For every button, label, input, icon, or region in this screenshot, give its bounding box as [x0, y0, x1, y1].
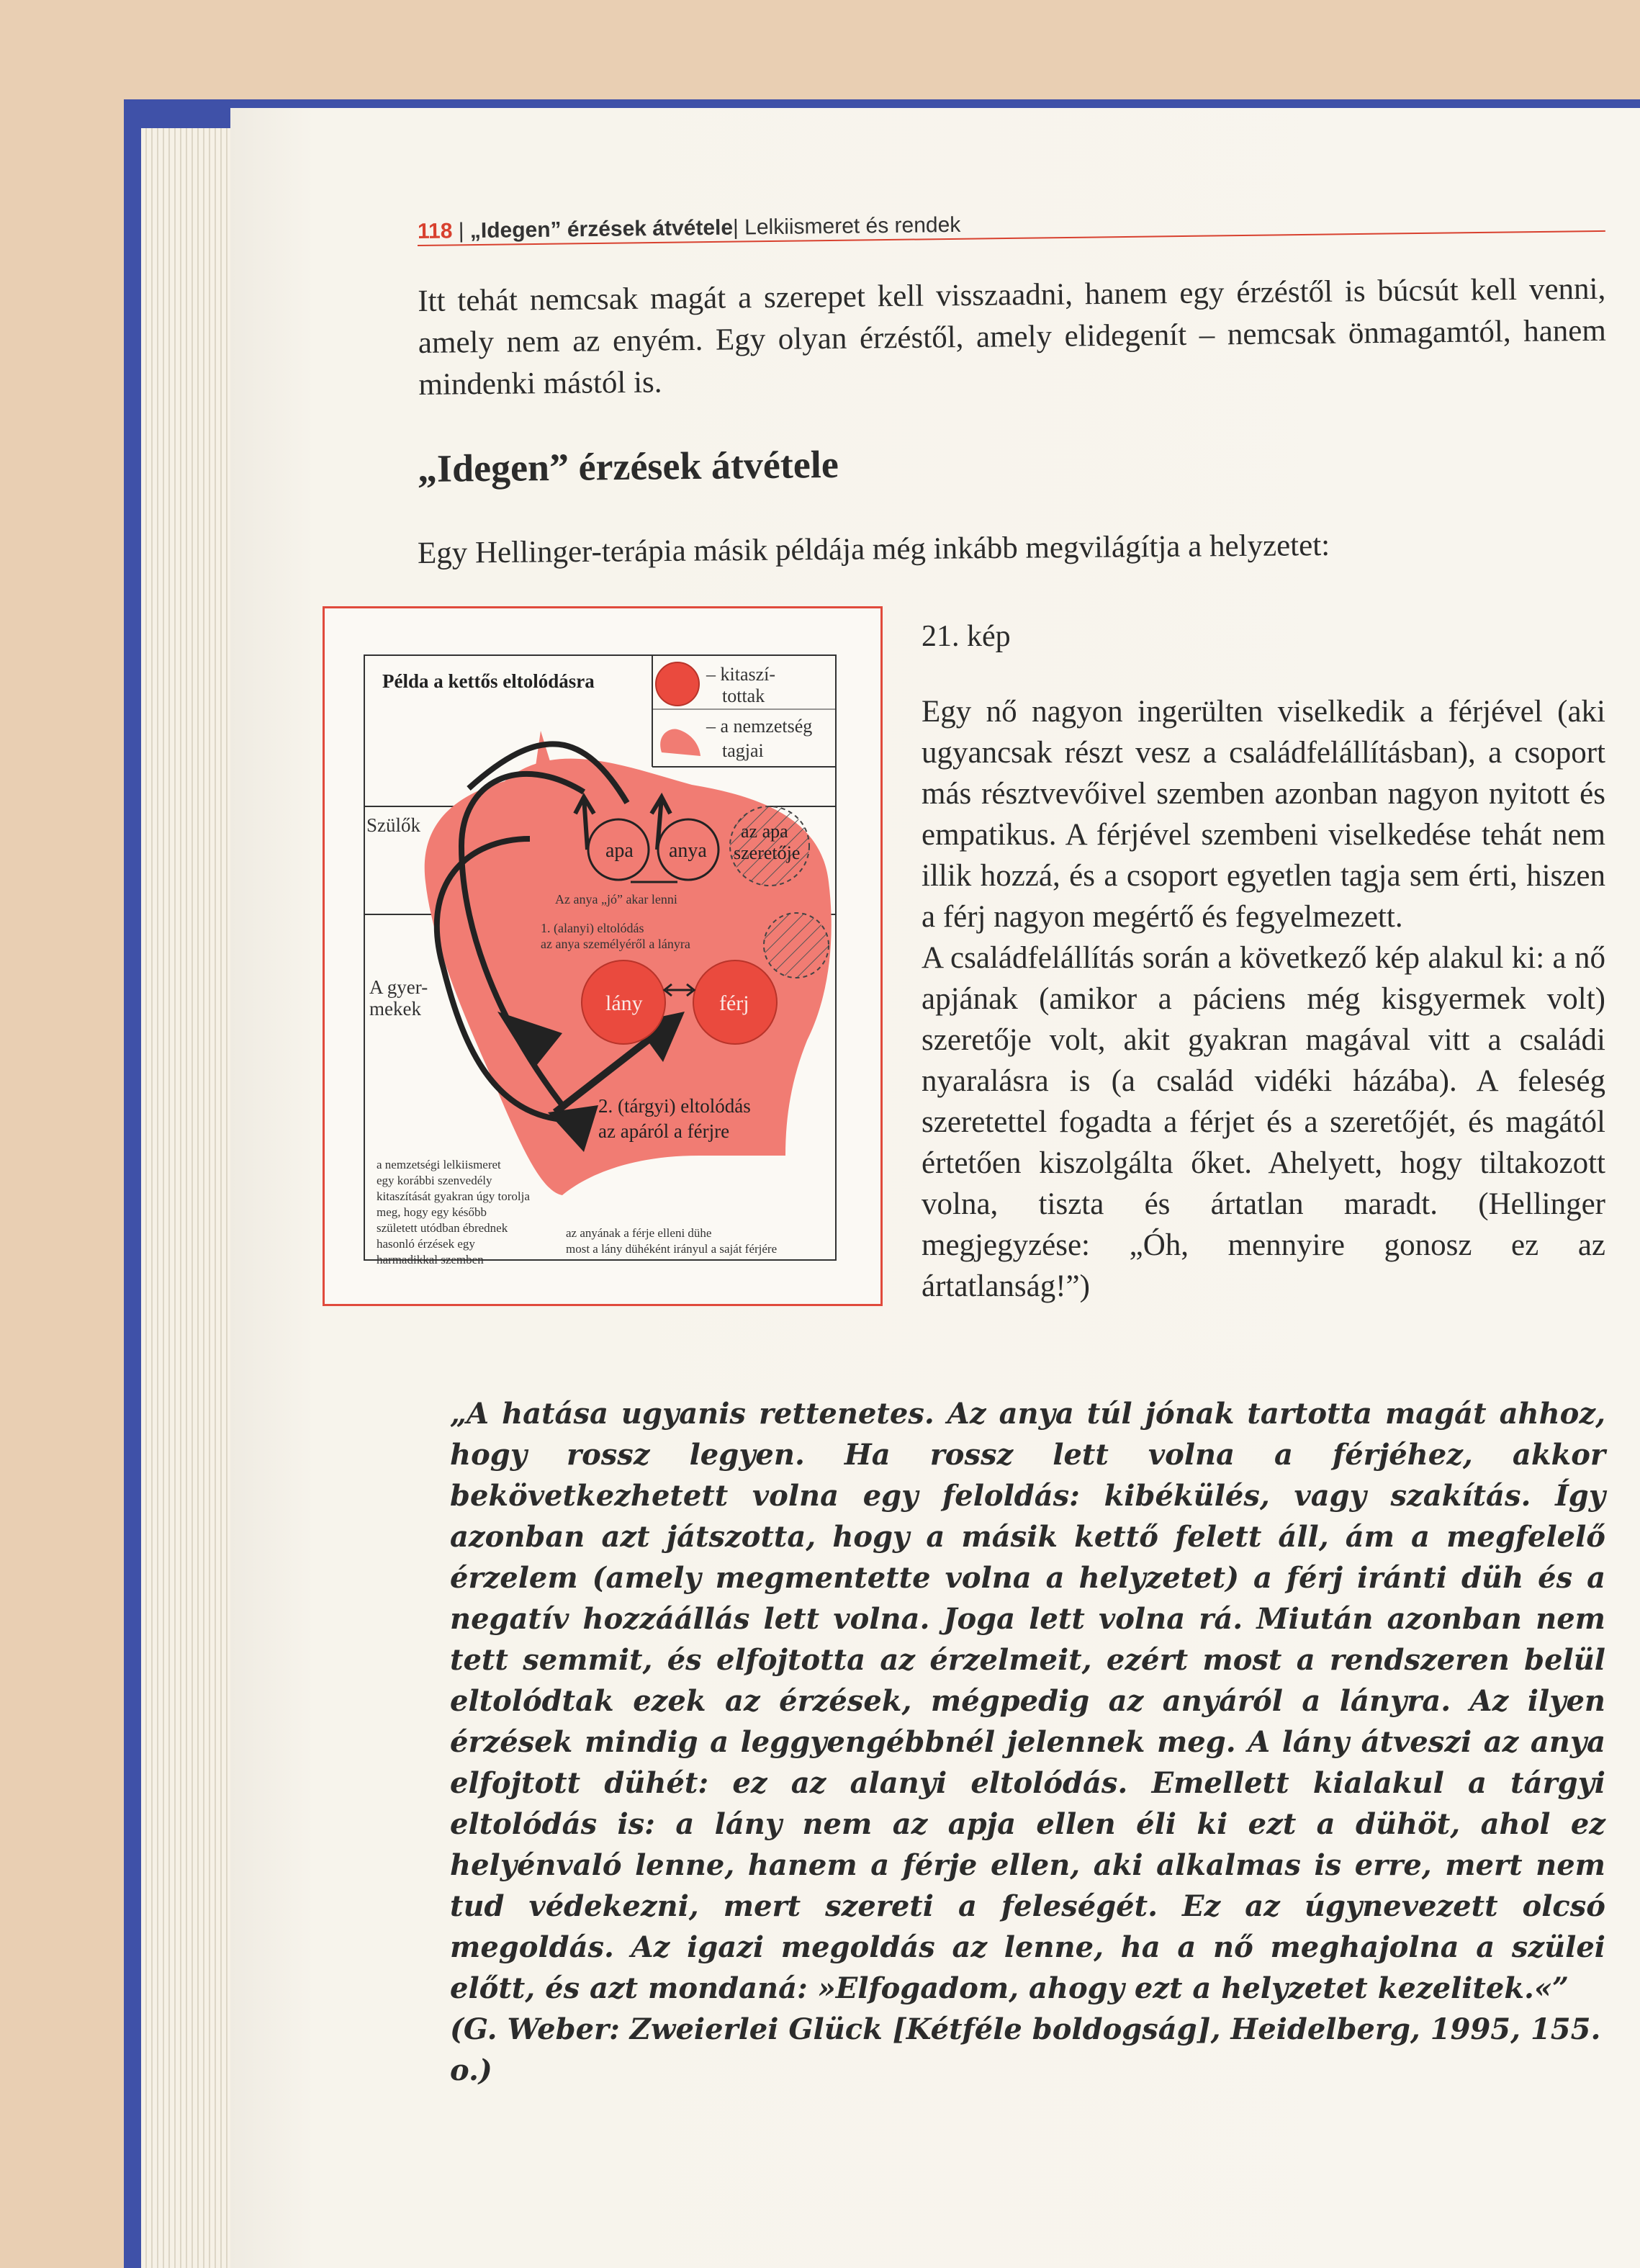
body-text [922, 691, 1605, 1307]
lover-label-l2: szeretője [734, 842, 801, 863]
legend-excluded-icon [656, 662, 699, 706]
legend-members-l1: – a nemzetség [706, 716, 813, 737]
row-label-children-l1: A gyer- [369, 976, 428, 998]
note-shift2-l1: 2. (tárgyi) eltolódás [598, 1095, 751, 1117]
excluded-hatched-circle [764, 913, 829, 978]
conscience-note-line: meg, hogy egy később [377, 1205, 487, 1219]
section-title: „Idegen” érzések átvétele [417, 442, 839, 490]
figure-frame [323, 606, 883, 1306]
husband-label: férj [719, 991, 749, 1015]
body-paragraph-1: Egy nő nagyon ingerülten viselkedik a férjével (aki ugyancsak részt vesz a családfelállításban), a csoport más résztvevőivel szemben azonban nagyon nyitott és empatikus. A férjével szembeni viselkedése tehát nem illik hozzá, és a csoport egyetlen tagja sem érti, hiszen a férj nagyon megértő és fegyelmezett. [922, 695, 1605, 934]
lover-label-l1: az apa [741, 821, 788, 842]
block-quote [450, 1393, 1605, 2091]
conscience-note-line: a nemzetségi lelkiismeret [377, 1158, 501, 1171]
page-number: 118 [417, 219, 453, 243]
conscience-note-line: kitaszítását gyakran úgy torolja [377, 1189, 530, 1203]
header-chapter: Lelkiismeret és rendek [744, 212, 961, 240]
daughter-label: lány [605, 991, 643, 1015]
legend-members-icon [660, 729, 700, 756]
figure-title: Példa a kettős eltolódásra [382, 670, 595, 692]
header-section: „Idegen” érzések átvétele [469, 215, 734, 243]
conscience-note-line: egy korábbi szenvedély [377, 1174, 492, 1187]
lead-sentence: Egy Hellinger-terápia másik példája még inkább megvilágítja a helyzetet: [417, 528, 1330, 570]
quote-source: (G. Weber: Zweierlei Glück [Kétféle boldogság], Heidelberg, 1995, 155. o.) [450, 2012, 1601, 2087]
conscience-notes [377, 1158, 530, 1266]
header-separator: | [458, 219, 464, 243]
mother-label: anya [669, 840, 707, 862]
note-anger-l2: most a lány dühéként irányul a saját férjére [566, 1242, 778, 1256]
intro-paragraph: Itt tehát nemcsak magát a szerepet kell visszaadni, hanem egy érzéstől is búcsút kell venni, amely nem az enyém. Egy olyan érzéstől, amely elidegenít – nemcsak önmagamtól, hanem mindenki mástól is. [418, 271, 1607, 402]
note-shift1-l2: az anya személyéről a lányra [541, 937, 690, 951]
father-label: apa [605, 840, 634, 862]
conscience-note-line: harmadikkal szemben [377, 1253, 484, 1266]
conscience-note-line: hasonló érzések egy [377, 1237, 475, 1251]
note-shift1-l1: 1. (alanyi) eltolódás [541, 921, 644, 935]
page-edges [141, 128, 235, 2268]
note-mother-good: Az anya „jó” akar lenni [555, 892, 677, 906]
row-label-parents: Szülők [366, 814, 421, 836]
figure-caption: 21. kép [922, 620, 1011, 653]
note-shift2-l2: az apáról a férjre [598, 1120, 730, 1142]
row-label-children-l2: mekek [369, 998, 421, 1020]
body-paragraph-2: A családfelállítás során a következő kép alakul ki: a nő apjának (amikor a páciens még kisgyermek volt) szeretője volt, akit gyakran magával vitt a családi nyaralásra is (a család vidéki házába). A feleség szeretettel fogadta a férjet és a szeretőjét, és magától értetően kiszolgálta őket. Ahelyett, hogy tiltakozott volna, tiszta és ártatlan maradt. (Hellinger megjegyzése: „Óh, mennyire gonosz ez az ártatlanság!”) [922, 941, 1605, 1303]
double-shift-diagram [325, 608, 880, 1304]
header-separator-2: | [732, 215, 739, 240]
note-anger-l1: az anyának a férje elleni dühe [566, 1226, 712, 1240]
conscience-note-line: született utódban ébrednek [377, 1221, 508, 1235]
legend-members-l2: tagjai [722, 740, 764, 761]
quote-text: „A hatása ugyanis rettenetes. Az anya túl jónak tartotta magát ahhoz, hogy rossz legyen. Ha rossz lett volna a férjéhez, akkor bekövetkezhetett volna egy feloldás: kibékülés, vagy szakítás. Így azonban azt játszotta, hogy a másik kettő felett áll, ám a megfelelő érzelem (amely megmentette volna a helyzetet) a férj iránti düh és a negatív hozzáállás lett volna. Joga lett volna rá. Miután azonban nem tett semmit, és elfojtotta az érzelmeit, ezért most a rendszeren belül eltolódtak ezek az érzések, mégpedig az anyáról a lányra. Az ilyen érzések mindig a leggyengébbnél jelennek meg. A lány átveszi az anya elfojtott dühét: ez az alanyi eltolódás. Emellett kialakul a tárgyi eltolódás is: a lány nem az apja ellen éli ki ezt a dühöt, ahol ez helyénvaló lenne, hanem a férje ellen, aki alkalmas is erre, mert nem tud védekezni, mert szereti a feleségét. Ez az úgynevezett olcsó megoldás. Az igazi megoldás az lenne, ha a nő meghajolna a szülei előtt, és azt mondaná: »Elfogadom, ahogy ezt a helyzetet kezelitek.«” [450, 1397, 1605, 2005]
legend-excluded-l2: tottak [722, 685, 765, 706]
legend-excluded-l1: – kitaszí- [706, 664, 776, 685]
